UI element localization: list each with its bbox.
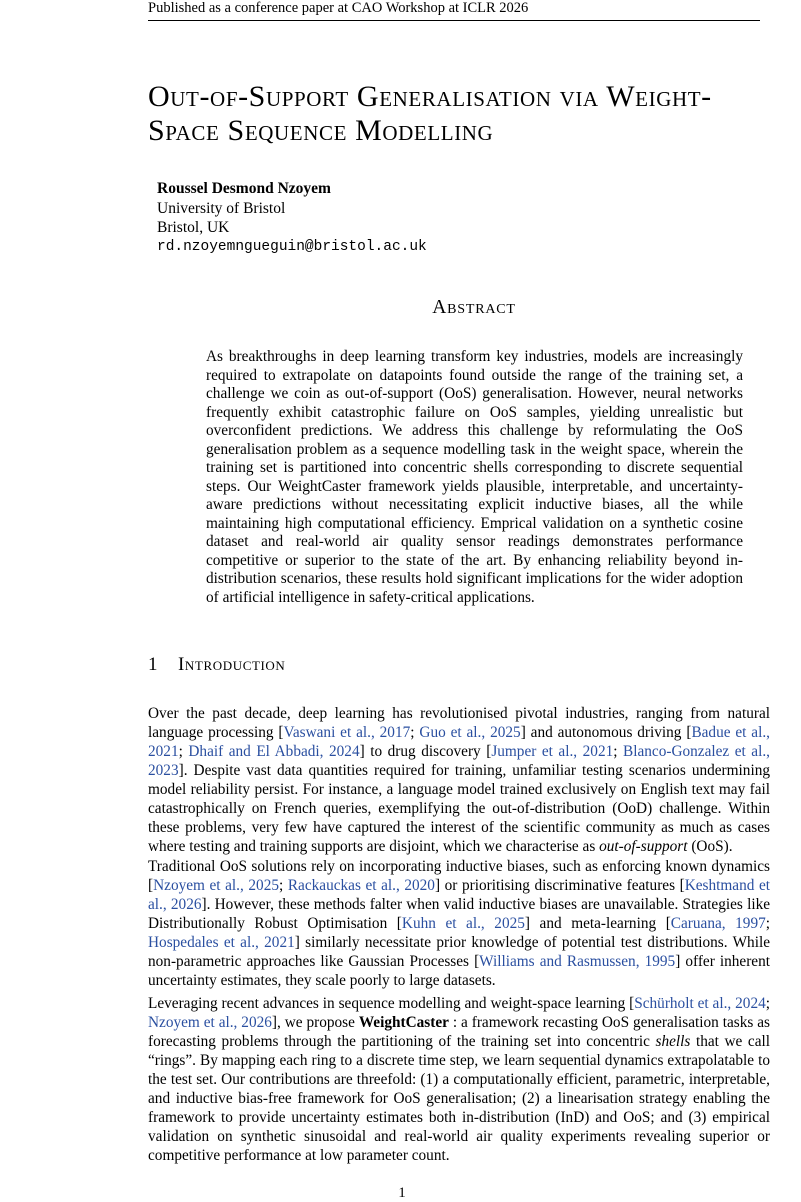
citation-link[interactable]: Badue et al., 2021 — [148, 724, 770, 760]
section-title: Introduction — [178, 654, 286, 675]
page-number: 1 — [398, 1185, 406, 1201]
section-number: 1 — [148, 654, 159, 675]
citation-link[interactable]: Rackauckas et al., 2020 — [287, 877, 435, 894]
author-location: Bristol, UK — [157, 219, 230, 236]
title-line-2: Space Sequence Modelling — [148, 114, 494, 147]
method-name: WeightCaster — [358, 1014, 449, 1031]
text: ; — [613, 743, 624, 760]
text: ; — [410, 724, 420, 741]
author-affiliation: University of Bristol — [157, 199, 286, 217]
text: (OoS). — [687, 838, 733, 855]
citation-link[interactable]: Dhaif and El Abbadi, 2024 — [188, 743, 360, 760]
citation-link[interactable]: Williams and Rasmussen, 1995 — [479, 953, 676, 970]
text: ; — [765, 995, 770, 1012]
paper-title — [148, 80, 788, 148]
citation-link[interactable]: Jumper et al., 2021 — [491, 743, 614, 760]
title-line-1: Out-of-Support Generalisation via Weight- — [148, 80, 712, 113]
text: ] offer inherent uncertainty estimates, they scale poorly to large datasets. — [148, 953, 770, 989]
emphasis: out-of-support — [599, 838, 688, 855]
section-heading — [148, 654, 285, 676]
text: ] and autonomous driving [ — [520, 724, 692, 741]
author-email[interactable]: rd.nzoyemngueguin@bristol.ac.uk — [157, 238, 427, 255]
citation-link[interactable]: Kuhn et al., 2025 — [401, 915, 525, 932]
citation-link[interactable]: Caruana, 1997 — [670, 915, 766, 932]
text: : a framework recasting OoS generalisation tasks as forecasting problems through the partitioning of the training set into concentric — [148, 1014, 770, 1050]
text: that we call “rings”. By mapping each ring to a discrete time step, we learn sequential dynamics extrapolatable to the test set. Our contributions are threefold: (1) a computationally efficient, parametric, interpretable, and inductive bias-free framework for OoS generalisation; (2) a linearisation strategy enabling the framework to provide uncertainty estimates both in-distribution (InD) and OoS; and (3) empirical validation on synthetic sinusoidal and real-world air quality experiments revealing superior or competitive performance at low parameter count. — [148, 1033, 770, 1164]
citation-link[interactable]: Vaswani et al., 2017 — [283, 724, 411, 741]
intro-paragraph-1 — [148, 704, 770, 856]
running-header: Published as a conference paper at CAO Workshop at ICLR 2026 — [148, 0, 760, 21]
citation-link[interactable]: Keshtmand et al., 2026 — [148, 877, 771, 913]
text: ] and meta-learning [ — [524, 915, 671, 932]
text: ] to drug discovery [ — [359, 743, 492, 760]
citation-link[interactable]: Nzoyem et al., 2026 — [148, 1014, 272, 1031]
text: ]. However, these methods falter when valid inductive biases are unavailable. Strategies like Distributionally Robust Optimisation [ — [148, 896, 771, 932]
text: ], we propose — [271, 1014, 359, 1031]
citation-link[interactable]: Blanco-Gonzalez et al., 2023 — [148, 743, 770, 779]
text: ; — [765, 915, 770, 932]
text: Over the past decade, deep learning has revolutionised pivotal industries, ranging from natural language processing [ — [148, 705, 770, 741]
text: ] or prioritising discriminative features [ — [434, 877, 685, 894]
text: ] similarly necessitate prior knowledge of potential test distributions. While non-parametric approaches like Gaussian Processes [ — [148, 934, 770, 970]
citation-link[interactable]: Nzoyem et al., 2025 — [153, 877, 279, 894]
abstract-text: As breakthroughs in deep learning transform key industries, models are increasingly required to extrapolate on datapoints found outside the range of the training set, a challenge we coin as out-of-support (OoS) generalisation. However, neural networks frequently exhibit catastrophic failure on OoS samples, yielding unrealistic but overconfident predictions. We address this challenge by reformulating the OoS generalisation problem as a sequence modelling task in the weight space, wherein the training set is partitioned into concentric shells corresponding to discrete sequential steps. Our WeightCaster framework yields plausible, interpretable, and uncertainty-aware predictions without necessitating explicit inductive biases, all the while maintaining high computational efficiency. Emprical validation on a synthetic cosine dataset and real-world air quality sensor readings demonstrates performance competitive or superior to the state of the art. By enhancing reliability beyond in-distribution scenarios, these results hold significant implications for the wider adoption of artificial intelligence in safety-critical applications. — [206, 348, 743, 606]
citation-link[interactable]: Guo et al., 2025 — [419, 724, 521, 741]
emphasis: shells — [655, 1033, 691, 1050]
intro-paragraph-3 — [148, 994, 770, 1165]
text: Leveraging recent advances in sequence modelling and weight-space learning [ — [148, 995, 635, 1012]
citation-link[interactable]: Hospedales et al., 2021 — [148, 934, 295, 951]
abstract-heading: Abstract — [432, 297, 516, 318]
text: ; — [178, 743, 189, 760]
author-name: Roussel Desmond Nzoyem — [157, 180, 331, 197]
text: ; — [279, 877, 288, 894]
text: Traditional OoS solutions rely on incorporating inductive biases, such as enforcing known dynamics [ — [148, 858, 770, 894]
text: ]. Despite vast data quantities required for training, unfamiliar testing scenarios undermining model reliability persist. For instance, a language model trained exclusively on English text may fail catastrophically on French queries, exemplifying the out-of-distribution (OoD) challenge. Within these problems, very few have captured the interest of the scientific community as much as cases where testing and training supports are disjoint, which we characterise as — [148, 762, 770, 855]
author-block — [157, 179, 427, 257]
intro-paragraph-2 — [148, 857, 770, 990]
citation-link[interactable]: Schürholt et al., 2024 — [634, 995, 766, 1012]
